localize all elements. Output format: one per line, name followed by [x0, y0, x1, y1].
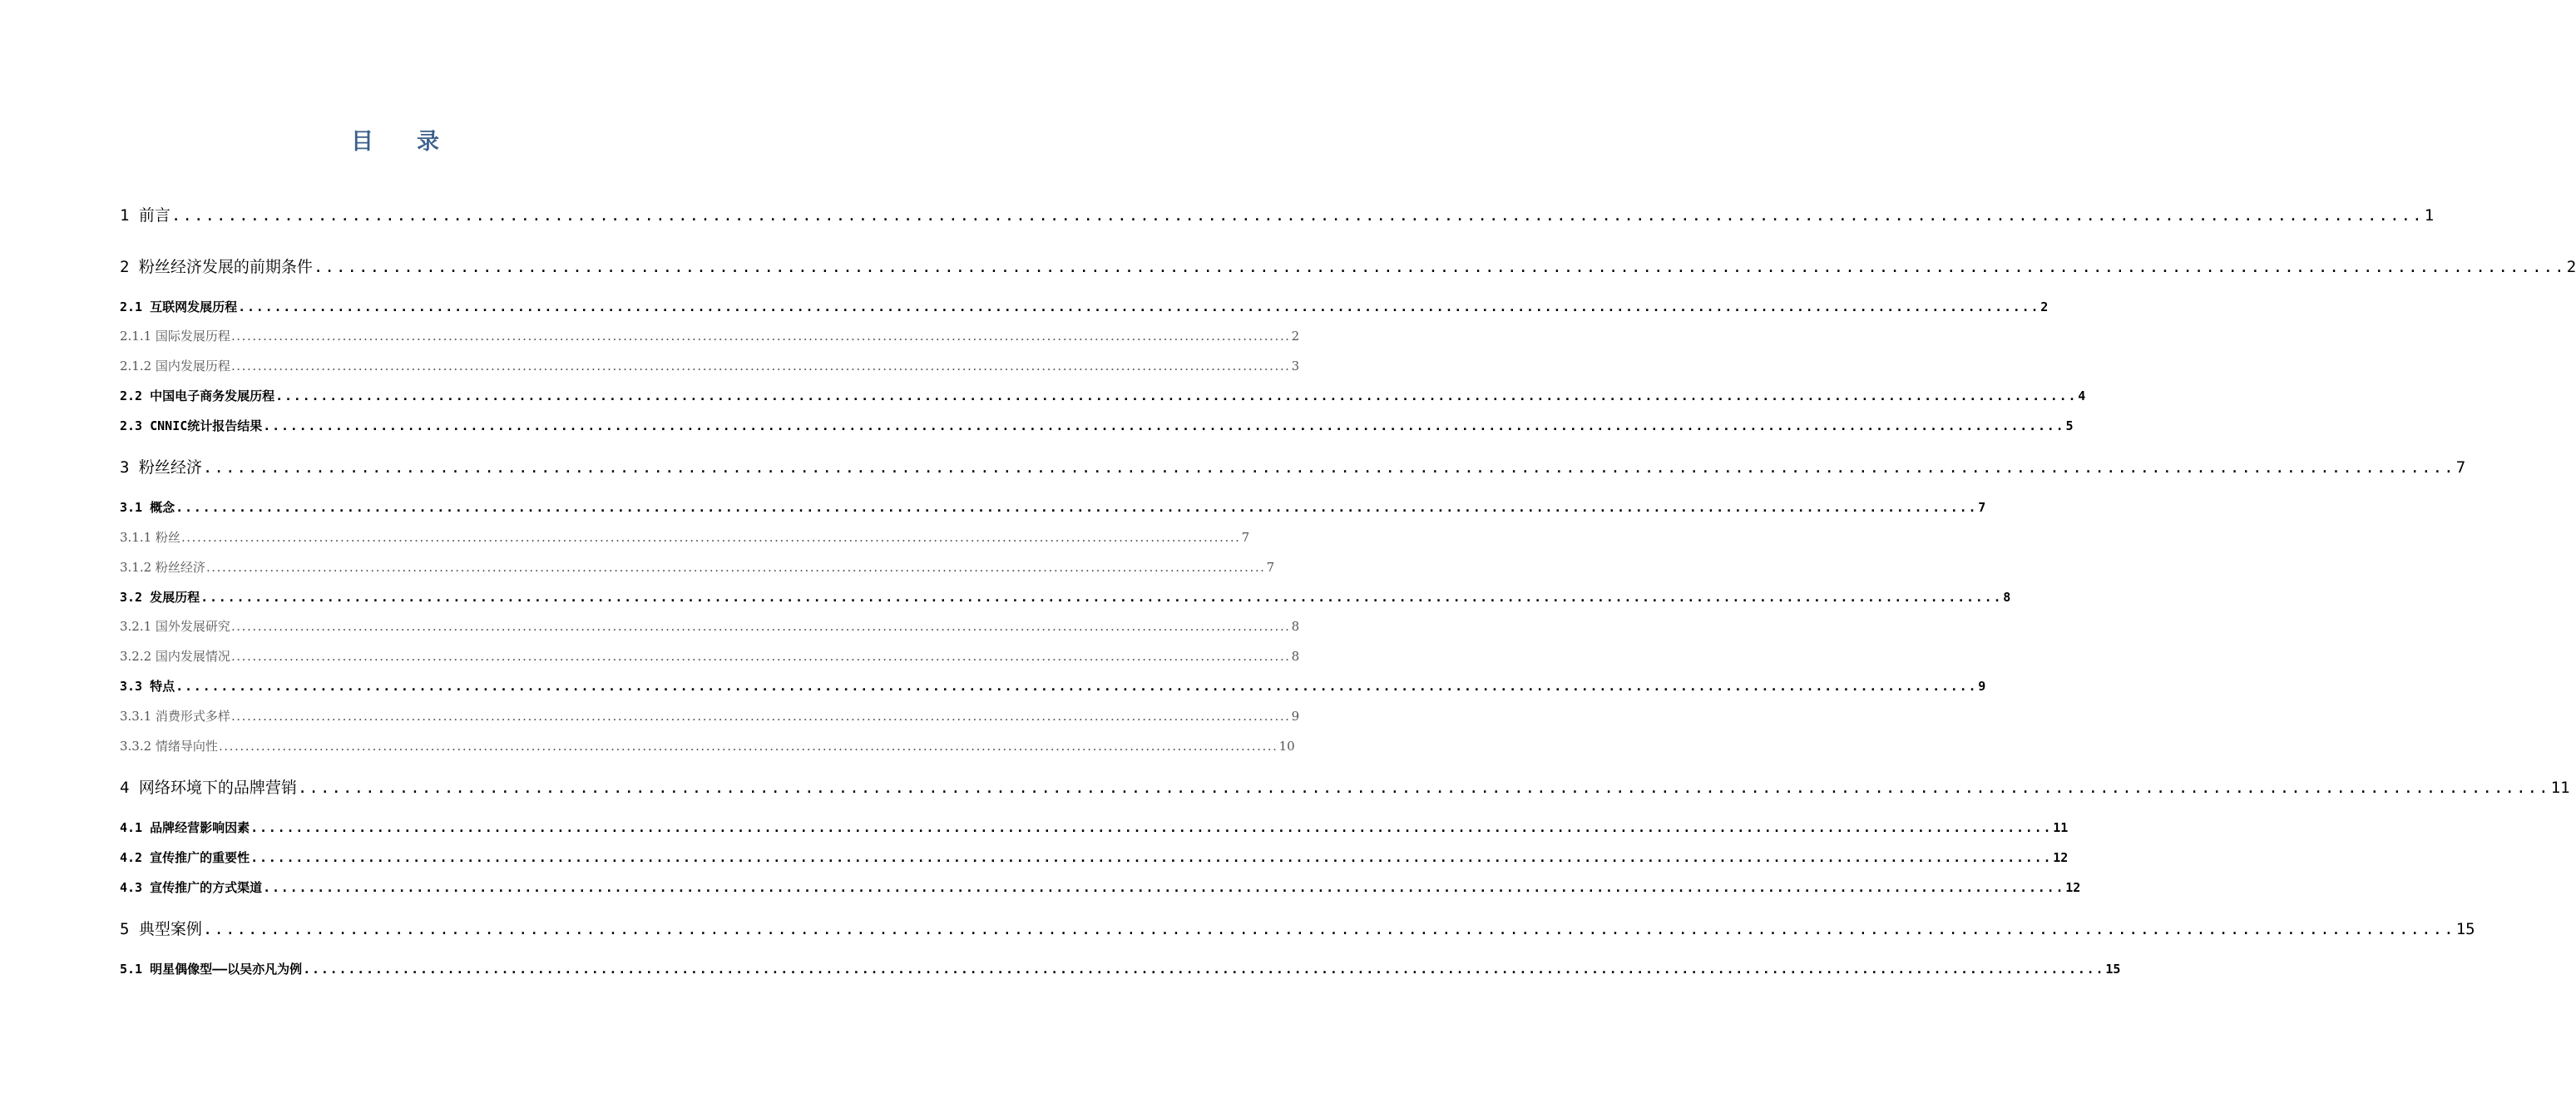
toc-entry-title: 3.2 发展历程: [120, 590, 200, 605]
toc-entry-title: 3.3.1 消费形式多样: [120, 709, 230, 724]
toc-entry-page-number: 9: [1978, 679, 1986, 694]
toc-dot-leader: ........................................................................................................................................................................................................: [205, 560, 1266, 575]
toc-entry-page-number: 2: [1291, 329, 1300, 344]
toc-entry-title: 3.1.2 粉丝经济: [120, 560, 205, 575]
toc-entry-page-number: 15: [2105, 962, 2121, 977]
toc-entry[interactable]: [120, 498, 1986, 516]
toc-entry-page-number: 12: [2053, 850, 2069, 865]
toc-dot-leader: ........................................................................................................................................................................................................: [230, 649, 1291, 664]
toc-entry-page-number: 11: [2550, 779, 2570, 797]
toc-entry[interactable]: [120, 737, 1295, 754]
toc-entry-page-number: 12: [2065, 880, 2081, 895]
toc-entry-title: 5.1 明星偶像型——以吴亦凡为例: [120, 962, 303, 977]
toc-entry[interactable]: [120, 819, 2069, 836]
toc-entry-title: 3.2.2 国内发展情况: [120, 649, 230, 664]
toc-entry-title: 3.1.1 粉丝: [120, 530, 180, 545]
toc-entry[interactable]: [120, 255, 2576, 277]
toc-dot-leader: ........................................................................................................................................................................................................: [275, 388, 2078, 403]
toc-entry-page-number: 7: [1266, 560, 1275, 575]
toc-entry-page-number: 15: [2455, 920, 2475, 938]
toc-entry-title: 3 粉丝经济: [120, 458, 202, 477]
toc-entry[interactable]: [120, 357, 1300, 374]
toc-dot-leader: ........................................................................................................................................................................................................: [176, 500, 1978, 515]
toc-entry[interactable]: [120, 917, 2475, 939]
toc-entry-page-number: 2: [2566, 258, 2576, 276]
toc-dot-leader: ........................................................................................................................................................................................................: [230, 619, 1291, 634]
toc-dot-leader: ........................................................................................................................................................................................................: [171, 206, 2424, 225]
toc-dot-leader: ........................................................................................................................................................................................................: [230, 329, 1291, 344]
toc-entry-page-number: 5: [2065, 418, 2074, 433]
toc-entry-title: 2 粉丝经济发展的前期条件: [120, 258, 313, 276]
toc-dot-leader: ........................................................................................................................................................................................................: [202, 920, 2455, 938]
toc-dot-leader: ........................................................................................................................................................................................................: [263, 880, 2065, 895]
toc-dot-leader: ........................................................................................................................................................................................................: [230, 359, 1291, 373]
toc-entry[interactable]: [120, 647, 1300, 665]
toc-dot-leader: ........................................................................................................................................................................................................: [230, 709, 1291, 724]
toc-entry-page-number: 10: [1278, 739, 1295, 754]
toc-entry[interactable]: [120, 878, 2081, 896]
toc-dot-leader: ........................................................................................................................................................................................................: [180, 530, 1241, 545]
toc-entry[interactable]: [120, 558, 1275, 576]
toc-entry[interactable]: [120, 387, 2086, 404]
toc-entry[interactable]: [120, 417, 2074, 434]
toc-title-char-1: 目: [351, 129, 373, 155]
toc-dot-leader: ........................................................................................................................................................................................................: [238, 299, 2040, 314]
toc-entry-title: 2.1 互联网发展历程: [120, 299, 238, 314]
toc-entry-page-number: 7: [1978, 500, 1986, 515]
toc-entry-title: 1 前言: [120, 206, 171, 225]
toc-entry[interactable]: [120, 848, 2069, 866]
toc-entry[interactable]: [120, 775, 2570, 798]
toc-entry-title: 2.1.1 国际发展历程: [120, 329, 230, 344]
toc-entry[interactable]: [120, 327, 1300, 344]
toc-entry-title: 3.3.2 情绪导向性: [120, 739, 218, 754]
toc-dot-leader: ........................................................................................................................................................................................................: [250, 850, 2053, 865]
toc-entry[interactable]: [120, 960, 2121, 977]
toc-entry[interactable]: [120, 617, 1300, 635]
toc-entry[interactable]: [120, 677, 1986, 695]
toc-dot-leader: ........................................................................................................................................................................................................: [297, 779, 2550, 797]
toc-dot-leader: ........................................................................................................................................................................................................: [303, 962, 2105, 977]
toc-entry-title: 4.1 品牌经营影响因素: [120, 820, 250, 835]
toc-entry-title: 4 网络环境下的品牌营销: [120, 779, 297, 797]
toc-entry-title: 3.2.1 国外发展研究: [120, 619, 230, 634]
toc-entry-page-number: 8: [1291, 619, 1300, 634]
toc-entry-page-number: 7: [2455, 458, 2466, 477]
toc-dot-leader: ........................................................................................................................................................................................................: [200, 590, 2003, 605]
toc-entry-title: 2.3 CNNIC统计报告结果: [120, 418, 263, 433]
toc-entry-title: 4.3 宣传推广的方式渠道: [120, 880, 263, 895]
toc-entry[interactable]: [120, 707, 1300, 725]
toc-entry-title: 4.2 宣传推广的重要性: [120, 850, 250, 865]
toc-entry-title: 3.3 特点: [120, 679, 176, 694]
toc-entry[interactable]: [120, 455, 2466, 477]
toc-entry-page-number: 8: [1291, 649, 1300, 664]
toc-entry-title: 2.1.2 国内发展历程: [120, 359, 230, 373]
toc-dot-leader: ........................................................................................................................................................................................................: [218, 739, 1278, 754]
toc-entry-page-number: 11: [2053, 820, 2069, 835]
toc-entry[interactable]: [120, 528, 1250, 546]
toc-entry-page-number: 8: [2003, 590, 2011, 605]
toc-entry-title: 3.1 概念: [120, 500, 176, 515]
toc-entry-title: 2.2 中国电子商务发展历程: [120, 388, 275, 403]
toc-dot-leader: ........................................................................................................................................................................................................: [250, 820, 2053, 835]
toc-dot-leader: ........................................................................................................................................................................................................: [263, 418, 2065, 433]
toc-entry-page-number: 9: [1291, 709, 1300, 724]
toc-entry-page-number: 7: [1241, 530, 1250, 545]
toc-dot-leader: ........................................................................................................................................................................................................: [202, 458, 2455, 477]
toc-entry-page-number: 3: [1291, 359, 1300, 373]
toc-entry[interactable]: [120, 203, 2435, 225]
toc-entry-page-number: 4: [2078, 388, 2086, 403]
toc-entry-page-number: 1: [2424, 206, 2435, 225]
toc-title: [0, 123, 790, 156]
toc-entry[interactable]: [120, 588, 2011, 606]
toc-entry[interactable]: [120, 298, 2049, 315]
toc-title-char-2: 录: [417, 129, 439, 155]
toc-dot-leader: ........................................................................................................................................................................................................: [313, 258, 2566, 276]
toc-entry-title: 5 典型案例: [120, 920, 202, 938]
toc-dot-leader: ........................................................................................................................................................................................................: [176, 679, 1978, 694]
toc-entry-page-number: 2: [2040, 299, 2049, 314]
